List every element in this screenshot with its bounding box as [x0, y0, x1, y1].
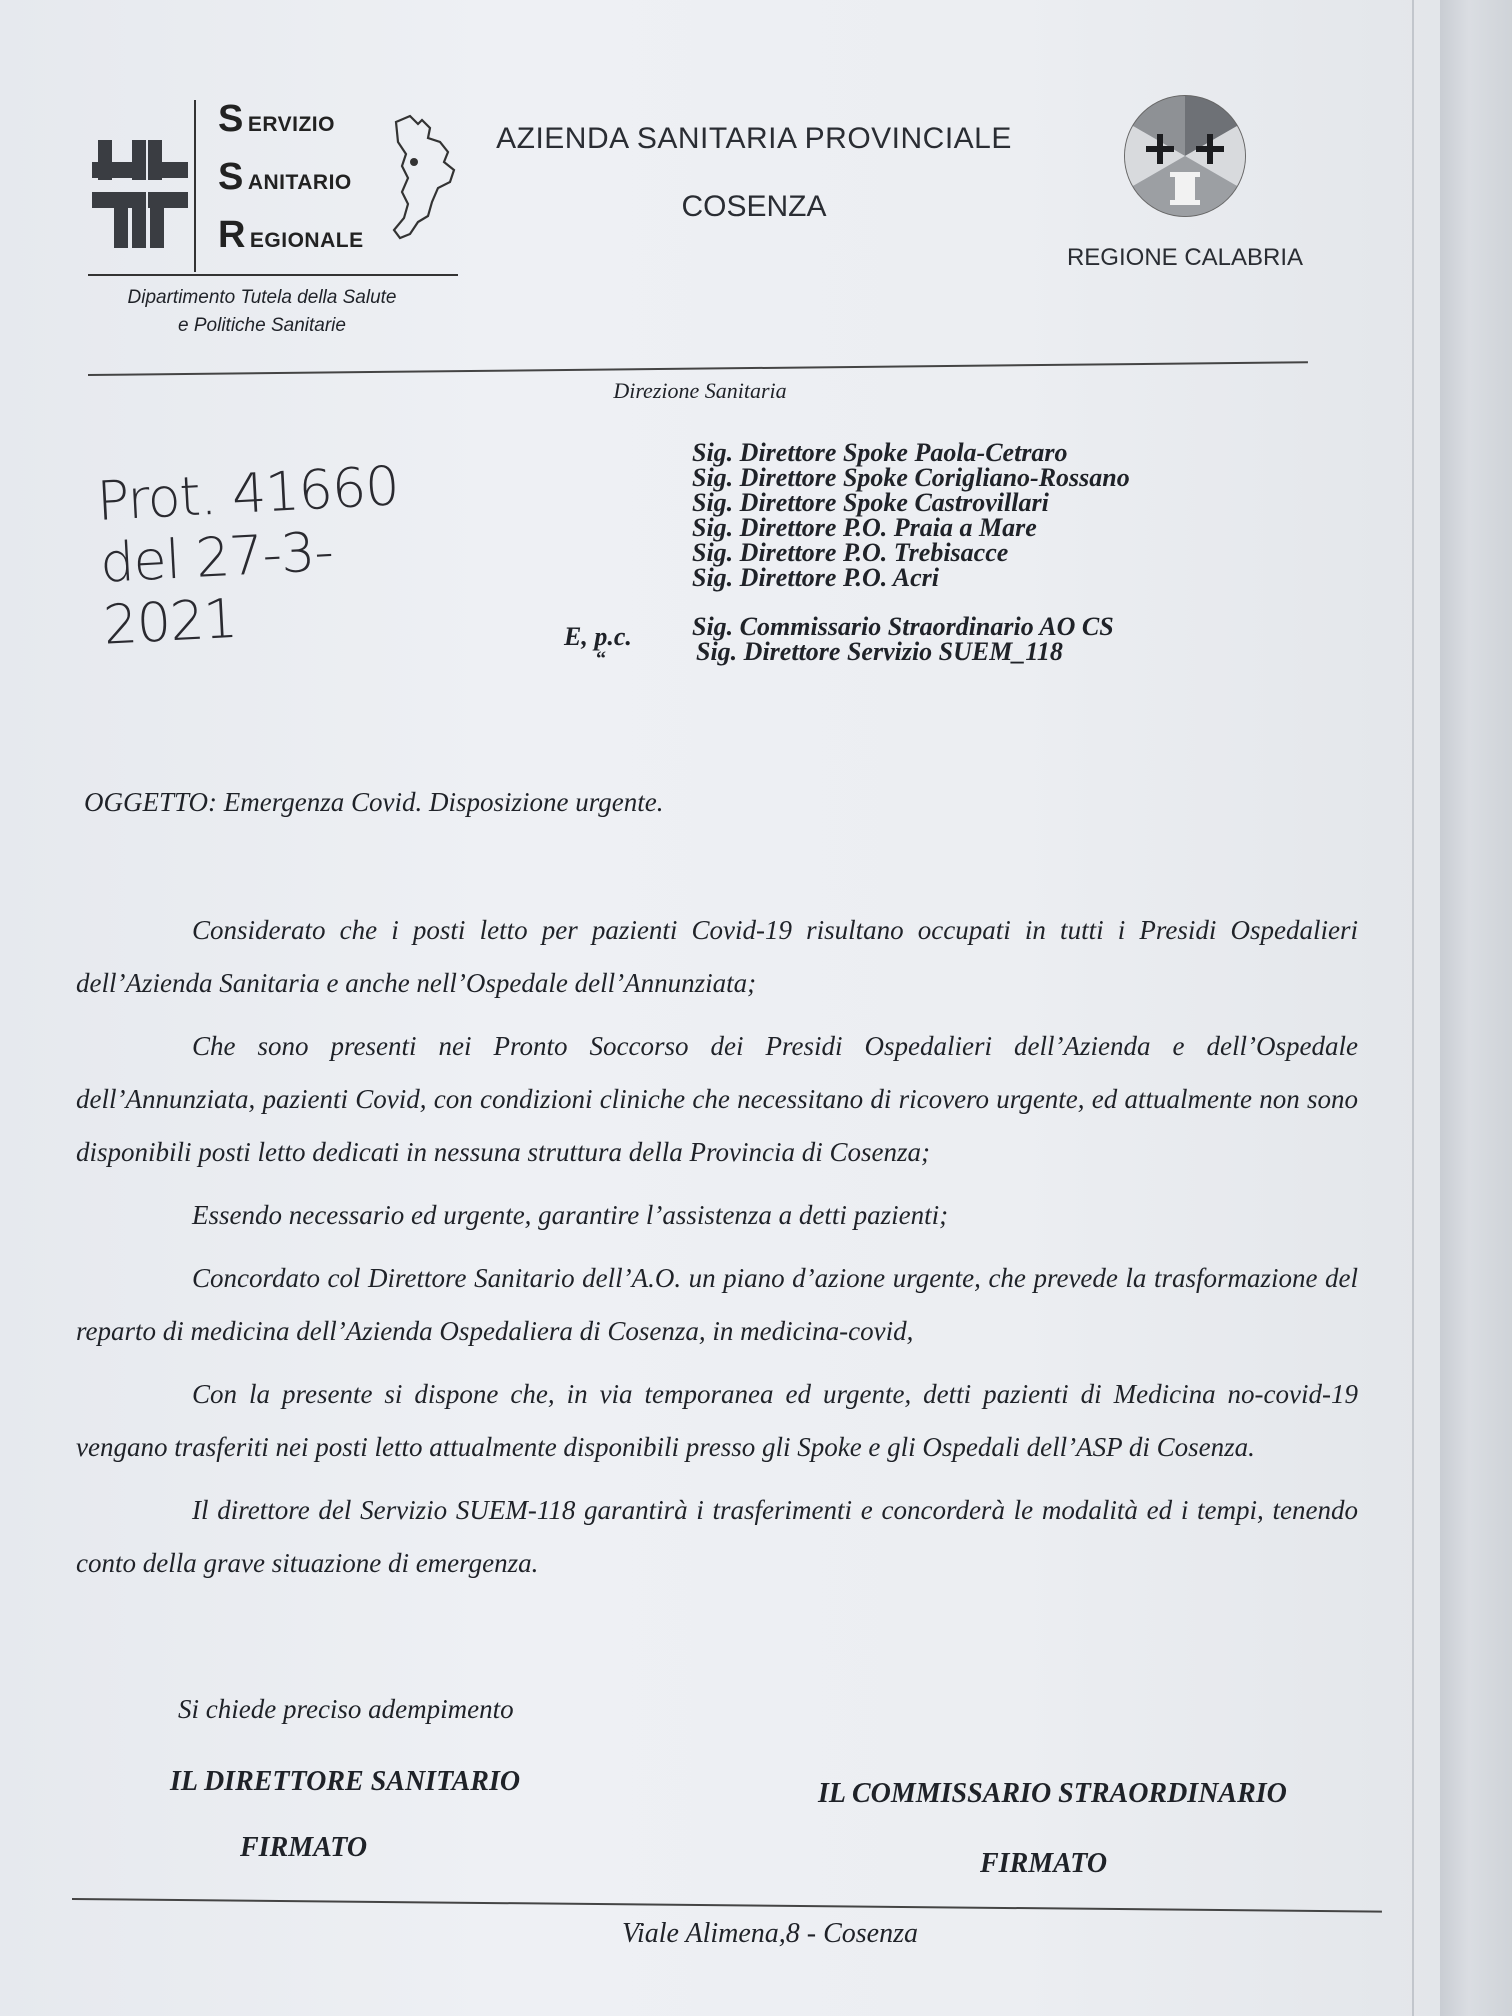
body-paragraph: Che sono presenti nei Pronto Soccorso dei Presidi Ospedalieri dell’Azienda e dell’Ospedale dell’Annunziata, pazienti Covid, con condizioni cliniche che necessitano di ricovero urgente, ed attualmente non sono disponibili posti letto dedicati in nessuna struttura della Provincia di Cosenza; [76, 1031, 1358, 1167]
region-name: REGIONE CALABRIA [1066, 244, 1304, 271]
signature-status: FIRMATO [980, 1848, 1108, 1879]
cc-ditto-mark: “ [596, 648, 606, 670]
cc-recipient: Sig. Direttore Servizio SUEM_118 [696, 637, 1063, 666]
subject-line: OGGETTO: Emergenza Covid. Disposizione urgente. [84, 787, 664, 817]
letter-body [76, 904, 1358, 1590]
logo-line-regionale: R EGIONALE [218, 214, 364, 256]
signature-title: IL DIRETTORE SANITARIO [170, 1766, 521, 1797]
cc-recipient: Sig. Commissario Straordinario AO CS [692, 612, 1114, 641]
recipient: Sig. Direttore Spoke Paola-Cetraro [692, 438, 1068, 467]
logo-line-servizio: S ERVIZIO [218, 98, 335, 140]
page-edge-background [1440, 0, 1512, 2016]
organization-title: AZIENDA SANITARIA PROVINCIALE [496, 122, 1012, 155]
body-paragraph: Considerato che i posti letto per pazienti Covid-19 risultano occupati in tutti i Presidi Ospedalieri dell’Azienda Sanitaria e anche nell’Ospedale dell’Annunziata; [76, 915, 1358, 998]
signature-title: IL COMMISSARIO STRAORDINARIO [818, 1778, 1287, 1809]
recipients-list [692, 440, 1130, 590]
recipient: Sig. Direttore Spoke Castrovillari [692, 488, 1049, 517]
handwritten-protocol-note: Prot. 41660 del 27-3-2021 [95, 454, 401, 657]
body-paragraph: Con la presente si dispone che, in via temporanea ed urgente, detti pazienti di Medicina no-covid-19 vengano trasferiti nei posti letto attualmente disponibili presso gli Spoke e gli Ospedali dell’ASP di Cosenza. [76, 1379, 1358, 1462]
body-paragraph: Concordato col Direttore Sanitario dell’A.O. un piano d’azione urgente, che prevede la trasformazione del reparto di medicina dell’Azienda Ospedaliera di Cosenza, in medicina-covid, [76, 1263, 1358, 1346]
footer-address: Viale Alimena,8 - Cosenza [621, 1918, 919, 1949]
logo-divider [194, 100, 196, 272]
page-edge-line [1412, 0, 1414, 2016]
ssr-cross-logo [92, 140, 188, 250]
regione-calabria-emblem [1120, 84, 1250, 228]
header-divider [88, 361, 1308, 376]
organization-city: COSENZA [681, 190, 827, 223]
recipient: Sig. Direttore Spoke Corigliano-Rossano [692, 463, 1130, 492]
recipient: Sig. Direttore P.O. Praia a Mare [692, 513, 1037, 542]
signature-block-director [170, 1766, 570, 1863]
office-name: Direzione Sanitaria [613, 378, 787, 403]
logo-line-sanitario: S ANITARIO [218, 156, 352, 198]
recipient: Sig. Direttore P.O. Trebisacce [692, 538, 1009, 567]
signature-status: FIRMATO [240, 1832, 368, 1863]
signature-block-commissioner [818, 1778, 1378, 1879]
footer-rule [72, 1898, 1382, 1913]
closing-line: Si chiede preciso adempimento [178, 1694, 514, 1724]
body-paragraph: Essendo necessario ed urgente, garantire l’assistenza a detti pazienti; [192, 1200, 949, 1230]
recipient: Sig. Direttore P.O. Acri [692, 563, 940, 592]
cc-label: E, p.c. [564, 622, 632, 651]
department-name: Dipartimento Tutela della Salute e Politiche Sanitarie [127, 287, 397, 336]
body-paragraph: Il direttore del Servizio SUEM-118 garantirà i trasferimenti e concorderà le modalità ed i tempi, tenendo conto della grave situazione di emergenza. [76, 1495, 1358, 1578]
calabria-map-icon [388, 112, 458, 240]
cc-list [692, 614, 1114, 664]
header-rule [88, 274, 458, 276]
